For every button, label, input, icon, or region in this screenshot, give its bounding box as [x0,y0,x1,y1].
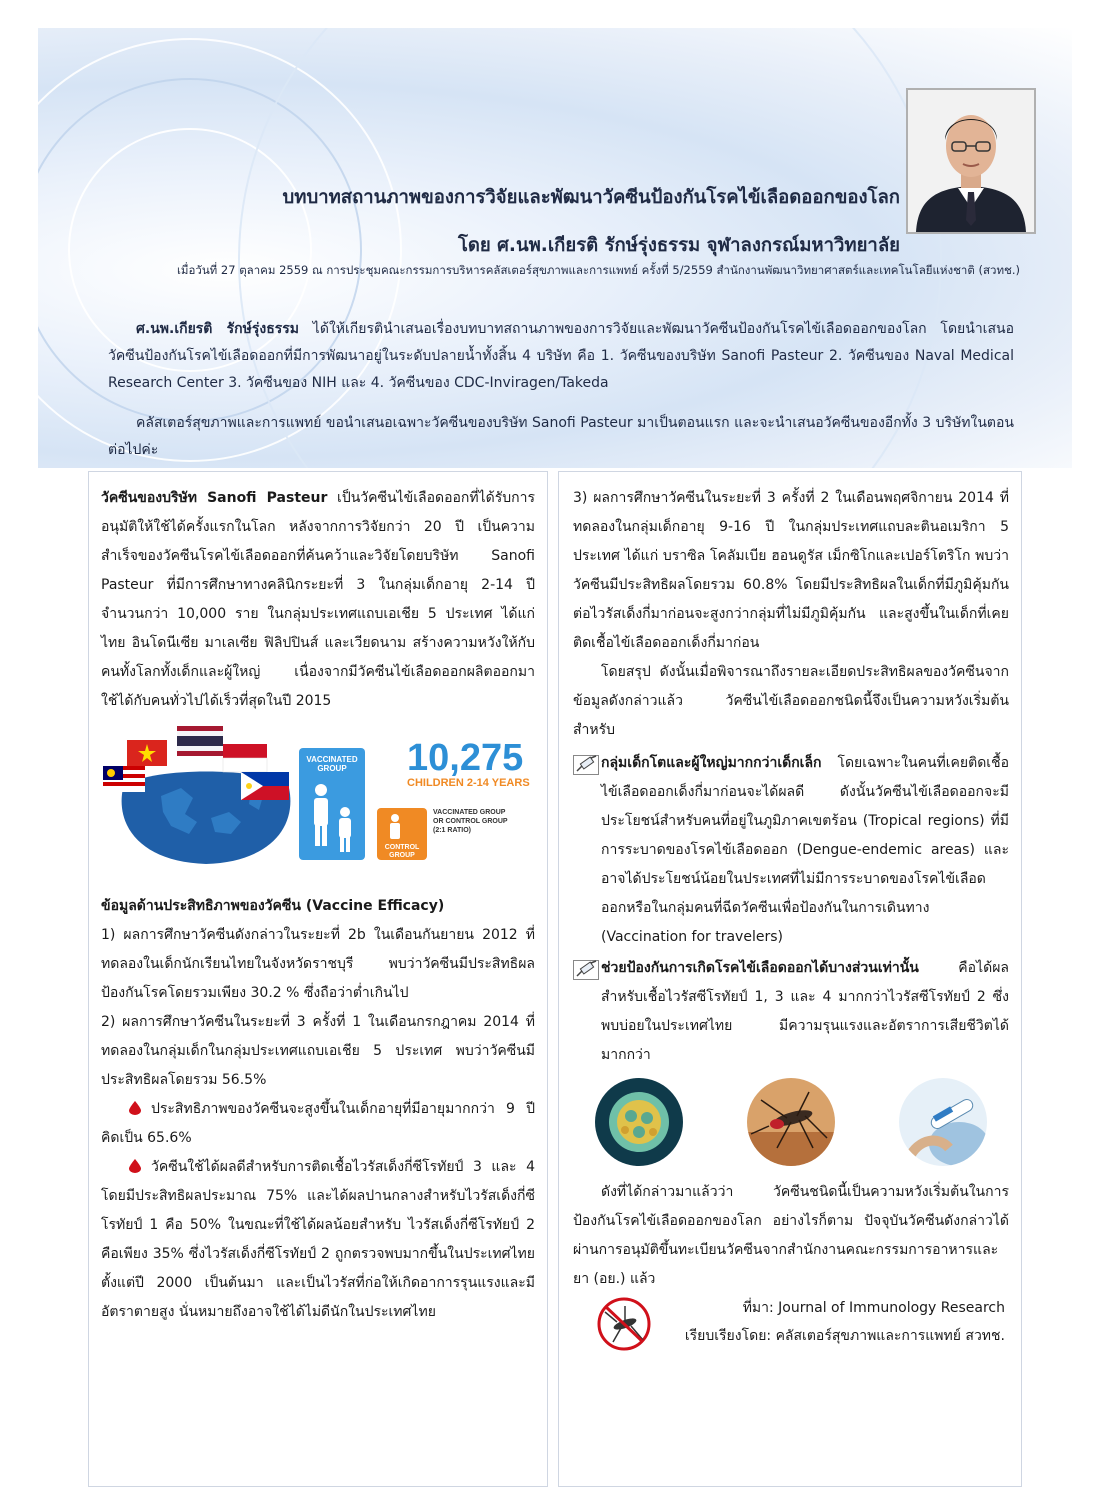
source-block [573,1294,1009,1356]
no-mosquito-icon [595,1296,653,1352]
intro-paragraph-2: คลัสเตอร์สุขภาพและการแพทย์ ขอนำเสนอเฉพาะวัคซีนของบริษัท Sanofi Pasteur มาเป็นตอนแรก และจะนำเสนอวัคซีนของอีกทั้ง 3 บริษัทในตอนต่อไปค่ะ [108,415,1014,458]
trial-infographic [101,726,535,866]
bullet-2-heading: ช่วยป้องกันการเกิดโรคไข้เลือดออกได้บางส่วนเท่านั้น [601,960,919,976]
efficacy-detail-1 [101,1095,535,1153]
syringe-icon [573,960,599,980]
efficacy-result-1: 1) ผลการศึกษาวัคซีนดังกล่าวในระยะที่ 2b ในเดือนกันยายน 2012 ที่ทดลองในเด็กนักเรียนไทยในจังหวัดราชบุรี พบว่าวัคซีนมีประสิทธิผลป้องกันโรคโดยรวมเพียง 30.2 % ซึ่งถือว่าต่ำเกินไป [101,927,535,1001]
article-byline: โดย ศ.นพ.เกียรติ รักษ์รุ่งธรรม จุฬาลงกรณ์มหาวิทยาลัย [457,235,900,256]
intro-paragraph-1 [108,316,1014,397]
intro-text: ได้ให้เกียรตินำเสนอเรื่องบทบาทสถานภาพของการวิจัยและพัฒนาวัคซีนป้องกันโรคไข้เลือดออกของโลก โดยนำเสนอวัคซีนป้องกันโรคไข้เลือดออกที่มีการพัฒนาอยู่ในระดับปลายน้ำทั้งสิ้น 4 บริษัท คือ 1. วัคซีนของบริษัท Sanofi Pasteur 2. วัคซีนของ Naval Medical Research Center 3. วัคซีนของ NIH และ 4. วัคซีนของ CDC-Inviragen/Takeda [108,321,1014,391]
efficacy-detail-2 [101,1153,535,1327]
right-column [558,471,1022,1487]
source-citation: ที่มา: Journal of Immunology Research [742,1300,1005,1316]
control-label-line2: GROUP [389,852,415,859]
author-photo [906,88,1036,234]
trial-figure [101,726,535,866]
efficacy-heading: ข้อมูลด้านประสิทธิภาพของวัคซีน (Vaccine Efficacy) [101,898,445,914]
bullet-older-children [573,749,1009,952]
sanofi-text: เป็นวัคซีนไข้เลือดออกที่ได้รับการอนุมัติให้ใช้ได้ครั้งแรกในโลก หลังจากการวิจัยกว่า 20 ปี เป็นความสำเร็จของวัคซีนโรคไข้เลือดออกที่ค้นคว้าและวิจัยโดยบริษัท Sanofi Pasteur ที่มีการศึกษาทางคลินิกระยะที่ 3 ในกลุ่มเด็กอายุ 2-14 ปี จำนวนกว่า 10,000 ราย ในกลุ่มประเทศแถบเอเชีย 5 ประเทศ ได้แก่ ไทย อินโดนีเซีย มาเลเซีย ฟิลิปปินส์ และเวียดนาม สร้างความหวังให้กับคนทั้งโลกทั้งเด็กและผู้ใหญ่ เนื่องจากมีวัคซีนไข้เลือดออกผลิตออกมาใช้ได้กับคนทั่วไปได้เร็วที่สุดในปี 2015 [101,490,535,709]
closing-paragraph: ดังที่ได้กล่าวมาแล้วว่า วัคซีนชนิดนี้เป็นความหวังเริ่มต้นในการป้องกันโรคไข้เลือดออกของโลก อย่างไรก็ตาม ปัจจุบันวัคซีนดังกล่าวได้ผ่านการอนุมัติขึ้นทะเบียนวัคซีนจากสำนักงานคณะกรรมการอาหารและยา (อย.) แล้ว [573,1184,1009,1287]
bullet-2-text: คือได้ผลสำหรับเชื้อไวรัสซีโรทัยป์ 1, 3 และ 4 มากกว่าไวรัสซีโรทัยป์ 2 ซึ่งพบบ่อยในประเทศไทย มีความรุนแรงและอัตราการเสียชีวิตได้มากกว่า [601,960,1009,1063]
vietnam-flag [127,740,167,766]
compiled-by: เรียบเรียงโดย: คลัสเตอร์สุขภาพและการแพทย์ สวทช. [684,1328,1005,1344]
intro-author-name: ศ.นพ.เกียรติ รักษ์รุ่งธรรม [136,321,300,337]
meeting-info: เมื่อวันที่ 27 ตุลาคม 2559 ณ การประชุมคณะกรรมการบริหารคลัสเตอร์สุขภาพและการแพทย์ ครั้งที่ 5/2559 สำนักงานพัฒนาวิทยาศาสตร์และเทคโนโลยีแห่งชาติ (สวทช.) [176,263,1020,277]
sanofi-heading: วัคซีนของบริษัท Sanofi Pasteur [101,490,328,506]
vaccinated-label-line2: GROUP [317,764,347,773]
bullet-1-heading: กลุ่มเด็กโตและผู้ใหญ่มากกว่าเด็กเล็ก [601,755,822,771]
efficacy-result-2: 2) ผลการศึกษาวัคซีนในระยะที่ 3 ครั้งที่ 1 ในเดือนกรกฎาคม 2014 ที่ทดลองในกลุ่มเด็กในกลุ่มประเทศแถบเอเชีย 5 ประเทศ พบว่าวัคซีนมีประสิทธิผลโดยรวม 56.5% [101,1014,535,1088]
ratio-note-line2: OR CONTROL GROUP [433,818,508,825]
thermometer-image [899,1078,987,1166]
article-title: บทบาทสถานภาพของการวิจัยและพัฒนาวัคซีนป้องกันโรคไข้เลือดออกของโลก [282,187,900,208]
blood-drop-icon [129,1159,141,1173]
sanofi-paragraph [101,484,535,716]
vaccinated-label-line1: VACCINATED [306,755,358,764]
bullet-partial-protection [573,954,1009,1070]
philippines-flag [241,772,289,800]
indonesia-flag [223,744,267,772]
malaysia-flag [103,766,145,792]
summary-paragraph: โดยสรุป ดังนั้นเมื่อพิจารณาถึงรายละเอียดประสิทธิผลของวัคซีนจากข้อมูลดังกล่าวแล้ว วัคซีนไข้เลือดออกชนิดนี้จึงเป็นความหวังเริ่มต้นสำหรับ [573,664,1009,738]
blood-drop-icon [129,1101,141,1115]
image-row [573,1078,1009,1166]
ratio-note-line3: (2:1 RATIO) [433,827,471,834]
left-column [88,471,548,1487]
efficacy-result-3: 3) ผลการศึกษาวัคซีนในระยะที่ 3 ครั้งที่ 2 ในเดือนพฤศจิกายน 2014 ที่ทดลองในกลุ่มเด็กอายุ 9-16 ปี ในกลุ่มประเทศแถบละตินอเมริกา 5 ประเทศ ได้แก่ บราซิล โคลัมเบีย ฮอนดูรัส เม็กซิโกและเปอร์โตริโก พบว่าวัคซีนมีประสิทธิผลโดยรวม 60.8% โดยมีประสิทธิผลในเด็กที่มีภูมิคุ้มกันต่อไวรัสเด็งกี่มาก่อนจะสูงกว่ากลุ่มที่ไม่มีภูมิคุ้มกัน และสูงขึ้นในเด็กที่เคยติดเชื้อไข้เลือดออกเด็งกี่มาก่อน [573,490,1009,651]
enrolled-count: 10,275 [407,737,524,779]
thailand-flag [177,726,223,756]
control-label-line1: CONTROL [384,844,420,851]
syringe-icon [573,755,599,775]
bullet-1-text: โดยเฉพาะในคนที่เคยติดเชื้อไข้เลือดออกเด็งกี่มาก่อนจะได้ผลดี ดังนั้นวัคซีนไข้เลือดออกจะมีประโยชน์สำหรับคนที่อยู่ในภูมิภาคเขตร้อน (Tropical regions) ที่มีการระบาดของโรคไข้เลือดออก (Dengue-endemic areas) และอาจได้ประโยชน์น้อยในประเทศที่ไม่มีการระบาดของโรคไข้เลือดออกหรือในกลุ่มคนที่ฉีดวัคซีนเพื่อป้องกันในการเดินทาง (Vaccination for travelers) [601,755,1009,945]
efficacy-detail-1-text: ประสิทธิภาพของวัคซีนจะสูงขึ้นในเด็กอายุที่มีอายุมากกว่า 9 ปี คิดเป็น 65.6% [101,1101,535,1146]
age-range: CHILDREN 2-14 YEARS [407,777,530,789]
ratio-note-line1: VACCINATED GROUP [433,809,506,816]
mosquito-image [747,1078,835,1166]
efficacy-detail-2-text: วัคซีนใช้ได้ผลดีสำหรับการติดเชื้อไวรัสเด็งกี่ซีโรทัยป์ 3 และ 4 โดยมีประสิทธิผลประมาณ 75% และได้ผลปานกลางสำหรับไวรัสเด็งกี่ซีโรทัยป์ 1 คือ 50% ในขณะที่ใช้ได้ผลน้อยสำหรับ ไวรัสเด็งกี่ซีโรทัยป์ 2 คือเพียง 35% ซึ่งไวรัสเด็งกี่ซีโรทัยป์ 2 ถูกตรวจพบมากขึ้นในประเทศไทยตั้งแต่ปี 2000 เป็นต้นมา และเป็นไวรัสที่ก่อให้เกิดอาการรุนแรงและมีอัตราตายสูง นั่นหมายถึงอาจใช้ได้ไม่ดีนักในประเทศไทย [101,1159,535,1320]
virus-image [595,1078,683,1166]
